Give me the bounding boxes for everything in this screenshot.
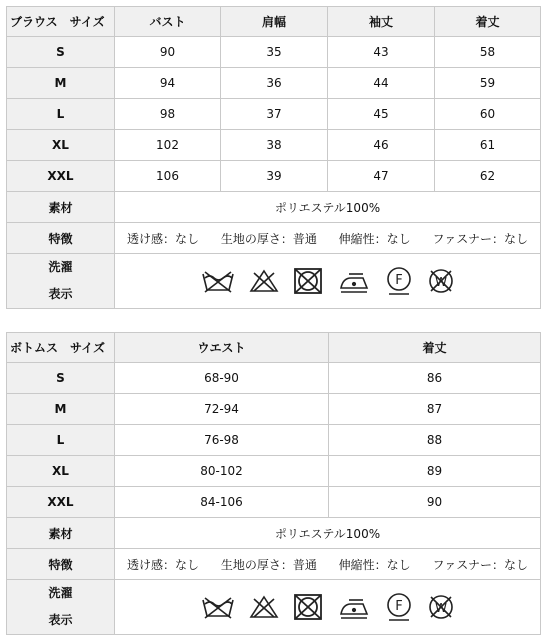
- table-cell: 37: [221, 99, 328, 130]
- size-label: XL: [7, 130, 115, 161]
- size-label: S: [7, 363, 115, 394]
- svg-text:W: W: [434, 601, 447, 615]
- table-cell: 76-98: [115, 425, 329, 456]
- table-cell: 80-102: [115, 456, 329, 487]
- wash-label: [7, 254, 115, 309]
- table-cell: 61: [435, 130, 541, 161]
- table-cell: 36: [221, 68, 328, 99]
- blouse-size-header: ブラウス サイズ: [7, 7, 115, 37]
- table-cell: 90: [115, 37, 221, 68]
- iron-low-icon: [337, 594, 371, 620]
- no-tumble-dry-icon: [293, 593, 323, 621]
- table-cell: 86: [329, 363, 541, 394]
- table-cell: 94: [115, 68, 221, 99]
- svg-text:F: F: [394, 599, 403, 614]
- features-value: [115, 223, 541, 254]
- table-cell: 102: [115, 130, 221, 161]
- length-header: 着丈: [435, 7, 541, 37]
- no-wet-clean-icon: [427, 267, 455, 295]
- size-label: L: [7, 425, 115, 456]
- table-row: [7, 130, 541, 161]
- wash-label-line2: 表示: [48, 613, 73, 627]
- table-cell: 90: [329, 487, 541, 518]
- bust-header: バスト: [115, 7, 221, 37]
- no-bleach-icon: [249, 268, 279, 294]
- table-cell: 39: [221, 161, 328, 192]
- features-value: [115, 549, 541, 580]
- no-tumble-dry-icon: [293, 267, 323, 295]
- hand-wash-icon: [201, 268, 235, 294]
- zipper-feature: ファスナー：なし: [432, 231, 529, 246]
- table-cell: 62: [435, 161, 541, 192]
- table-cell: 72-94: [115, 394, 329, 425]
- care-icons: [115, 580, 541, 635]
- material-label: 素材: [7, 192, 115, 223]
- table-row: [7, 487, 541, 518]
- stretch-feature: 伸縮性：なし: [338, 557, 411, 572]
- bottoms-size-header: ボトムス サイズ: [7, 333, 115, 363]
- table-row: [7, 161, 541, 192]
- length-header: 着丈: [329, 333, 541, 363]
- table-row: [7, 394, 541, 425]
- size-label: M: [7, 394, 115, 425]
- table-cell: 87: [329, 394, 541, 425]
- table-cell: 35: [221, 37, 328, 68]
- table-row: [7, 363, 541, 394]
- table-cell: 106: [115, 161, 221, 192]
- table-row: [7, 99, 541, 130]
- table-cell: 38: [221, 130, 328, 161]
- wash-label: [7, 580, 115, 635]
- table-cell: 43: [328, 37, 435, 68]
- dry-clean-f-icon: [385, 266, 413, 296]
- table-cell: 68-90: [115, 363, 329, 394]
- size-label: XXL: [7, 161, 115, 192]
- shoulder-header: 肩幅: [221, 7, 328, 37]
- material-value: ポリエステル100%: [115, 518, 541, 549]
- iron-low-icon: [337, 268, 371, 294]
- table-row: [7, 456, 541, 487]
- sheer-feature: 透け感：なし: [126, 231, 199, 246]
- table-cell: 60: [435, 99, 541, 130]
- blouse-size-table: [6, 6, 541, 309]
- table-cell: 45: [328, 99, 435, 130]
- sheer-feature: 透け感：なし: [126, 557, 199, 572]
- bottoms-size-table: [6, 332, 541, 635]
- table-cell: 88: [329, 425, 541, 456]
- features-label: 特徴: [7, 549, 115, 580]
- size-label: M: [7, 68, 115, 99]
- table-cell: 58: [435, 37, 541, 68]
- table-cell: 84-106: [115, 487, 329, 518]
- table-cell: 46: [328, 130, 435, 161]
- table-cell: 89: [329, 456, 541, 487]
- table-cell: 44: [328, 68, 435, 99]
- svg-text:W: W: [434, 275, 447, 289]
- size-label: L: [7, 99, 115, 130]
- size-label: XXL: [7, 487, 115, 518]
- table-row: [7, 425, 541, 456]
- care-icons: [115, 254, 541, 309]
- waist-header: ウエスト: [115, 333, 329, 363]
- dry-clean-f-icon: [385, 592, 413, 622]
- stretch-feature: 伸縮性：なし: [338, 231, 411, 246]
- zipper-feature: ファスナー：なし: [432, 557, 529, 572]
- no-bleach-icon: [249, 594, 279, 620]
- features-label: 特徴: [7, 223, 115, 254]
- size-label: XL: [7, 456, 115, 487]
- wash-label-line1: 洗濯: [48, 260, 73, 274]
- wash-label-line2: 表示: [48, 287, 73, 301]
- thickness-feature: 生地の厚さ：普通: [220, 557, 317, 572]
- sleeve-header: 袖丈: [328, 7, 435, 37]
- svg-text:F: F: [394, 273, 403, 288]
- hand-wash-icon: [201, 594, 235, 620]
- material-value: ポリエステル100%: [115, 192, 541, 223]
- thickness-feature: 生地の厚さ：普通: [220, 231, 317, 246]
- no-wet-clean-icon: [427, 593, 455, 621]
- table-cell: 98: [115, 99, 221, 130]
- table-cell: 47: [328, 161, 435, 192]
- size-label: S: [7, 37, 115, 68]
- wash-label-line1: 洗濯: [48, 586, 73, 600]
- table-row: [7, 37, 541, 68]
- table-cell: 59: [435, 68, 541, 99]
- table-row: [7, 68, 541, 99]
- material-label: 素材: [7, 518, 115, 549]
